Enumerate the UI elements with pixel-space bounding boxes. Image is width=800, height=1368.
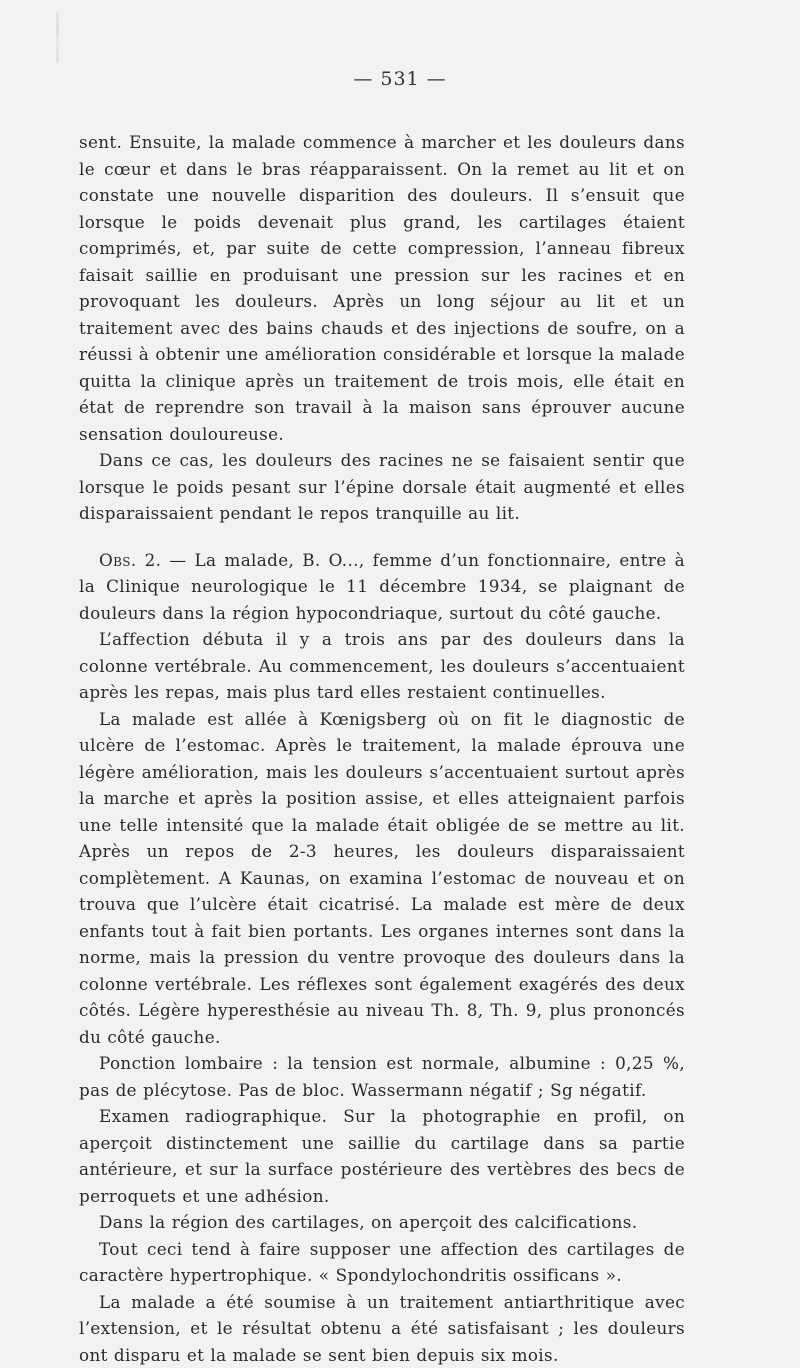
paper-mark (56, 12, 59, 62)
body-text (79, 129, 685, 1368)
paragraph: Tout ceci tend à faire supposer une affection des cartilages de caractère hypertrophique. « Spondylochondritis ossificans ». (79, 1236, 685, 1289)
paragraph: La malade a été soumise à un traitement antiarthritique avec l’extension, et le résultat obtenu a été satisfaisant ; les douleurs ont disparu et la malade se sent bien depuis six mois. (79, 1289, 685, 1368)
paragraph: Dans la région des cartilages, on aperçoit des calcifications. (79, 1209, 685, 1236)
observation-text: — La malade, B. O..., femme d’un fonctionnaire, entre à la Clinique neurologique le 11 décembre 1934, se plaignant de douleurs dans la région hypocondriaque, surtout du côté gauche. (79, 550, 685, 623)
paragraph: sent. Ensuite, la malade commence à marcher et les douleurs dans le cœur et dans le bras réapparaissent. On la remet au lit et on constate une nouvelle disparition des douleurs. Il s’ensuit que lorsque le poids devenait plus grand, les cartilages étaient comprimés, et, par suite de cette compression, l’anneau fibreux faisait saillie en produisant une pression sur les racines et en provoquant les douleurs. Après un long séjour au lit et un traitement avec des bains chauds et des injections de soufre, on a réussi à obtenir une amélioration considérable et lorsque la malade quitta la clinique après un traitement de trois mois, elle était en état de reprendre son travail à la maison sans éprouver aucune sensation douloureuse. (79, 129, 685, 447)
page-number: — 531 — (0, 68, 800, 90)
paragraph: L’affection débuta il y a trois ans par des douleurs dans la colonne vertébrale. Au commencement, les douleurs s’accentuaient après les repas, mais plus tard elles restaient continuelles. (79, 626, 685, 706)
observation-paragraph (79, 547, 685, 627)
paragraph: Examen radiographique. Sur la photographie en profil, on aperçoit distinctement une saillie du cartilage dans sa partie antérieure, et sur la surface postérieure des vertèbres des becs de perroquets et une adhésion. (79, 1103, 685, 1209)
paragraph: La malade est allée à Kœnigsberg où on fit le diagnostic de ulcère de l’estomac. Après le traitement, la malade éprouva une légère amélioration, mais les douleurs s’accentuaient surtout après la marche et après la position assise, et elles atteignaient parfois une telle intensité que la malade était obligée de se mettre au lit. Après un repos de 2-3 heures, les douleurs disparaissaient complètement. A Kaunas, on examina l’estomac de nouveau et on trouva que l’ulcère était cicatrisé. La malade est mère de deux enfants tout à fait bien portants. Les organes internes sont dans la norme, mais la pression du ventre provoque des douleurs dans la colonne vertébrale. Les réflexes sont également exagérés des deux côtés. Légère hyperesthésie au niveau Th. 8, Th. 9, plus prononcés du côté gauche. (79, 706, 685, 1051)
paragraph: Dans ce cas, les douleurs des racines ne se faisaient sentir que lorsque le poids pesant sur l’épine dorsale était augmenté et elles disparaissaient pendant le repos tranquille au lit. (79, 447, 685, 527)
paragraph: Ponction lombaire : la tension est normale, albumine : 0,25 %, pas de plécytose. Pas de bloc. Wassermann négatif ; Sg négatif. (79, 1050, 685, 1103)
observation-label: Obs. 2. (99, 550, 161, 570)
